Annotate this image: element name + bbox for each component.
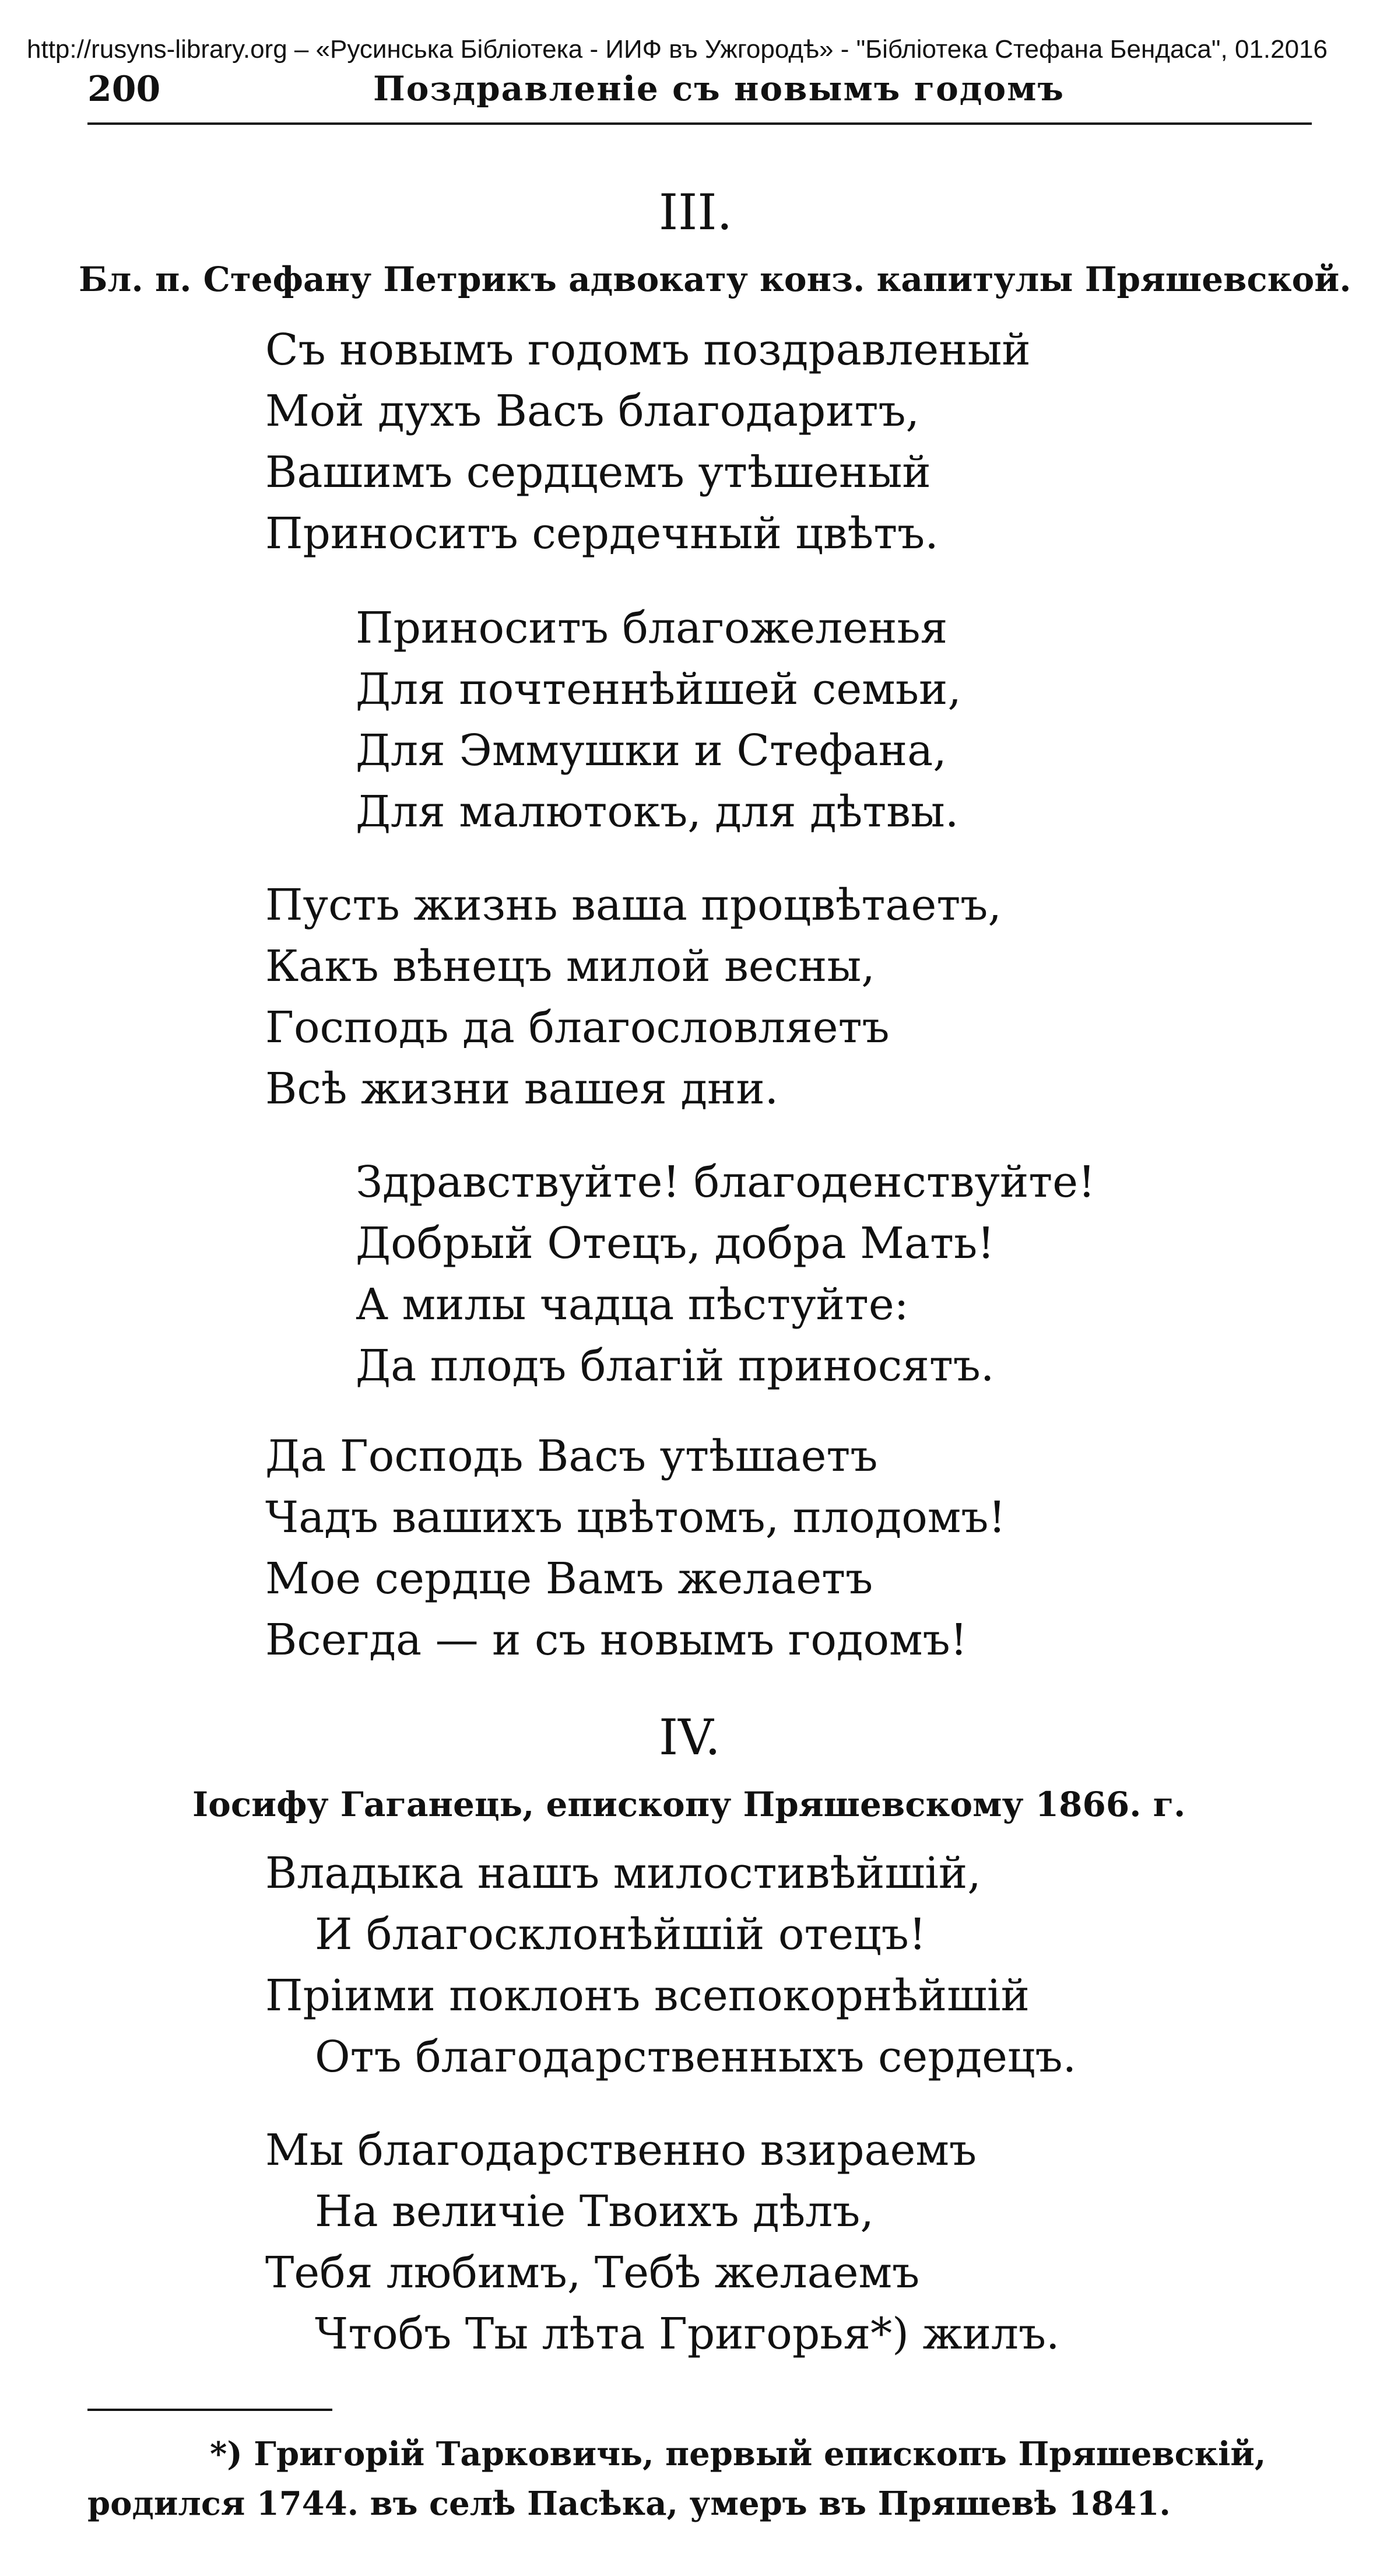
verse-line: А милы чадца пѣстуйте: xyxy=(356,1280,909,1330)
poem-3-stanza-5 xyxy=(265,1426,1006,1671)
verse-line: Тебя любимъ, Тебѣ желаемъ xyxy=(265,2248,920,2298)
poem-3-stanza-1 xyxy=(265,320,1031,565)
verse-line: Чтобъ Ты лѣта Григорья*) жилъ. xyxy=(315,2309,1060,2359)
verse-line: Приноситъ благожеленья xyxy=(356,603,948,653)
verse-line: Отъ благодарственныхъ сердецъ. xyxy=(315,2032,1077,2082)
header-rule xyxy=(87,122,1312,125)
poem-3-heading: III. xyxy=(659,184,733,241)
verse-line: Мой духъ Васъ благодаритъ, xyxy=(265,386,920,436)
verse-line: Мы благодарственно взираемъ xyxy=(265,2125,977,2175)
verse-line: Для почтеннѣйшей семьи, xyxy=(356,664,961,714)
running-head: Поздравленіе съ новымъ годомъ xyxy=(373,69,1065,108)
footnote-line-1: *) Григорій Тарковичь, первый епископъ Пряшевскій, xyxy=(210,2435,1266,2473)
verse-line: Для малютокъ, для дѣтвы. xyxy=(356,787,959,837)
poem-3-dedication: Бл. п. Стефану Петрикъ адвокату конз. капитулы Пряшевской. xyxy=(79,260,1351,299)
verse-line: Добрый Отецъ, добра Мать! xyxy=(356,1218,995,1268)
verse-line: Пусть жизнь ваша процвѣтаетъ, xyxy=(265,880,1002,930)
verse-line: Здравствуйте! благоденствуйте! xyxy=(356,1157,1095,1207)
verse-line: Какъ вѣнецъ милой весны, xyxy=(265,941,875,991)
poem-4-stanza-1 xyxy=(265,1843,1076,2088)
poem-4-dedication: Іосифу Гаганець, епископу Пряшевскому 1866. г. xyxy=(192,1785,1186,1824)
verse-line: На величіе Твоихъ дѣлъ, xyxy=(315,2186,874,2237)
verse-line: Съ новымъ годомъ поздравленый xyxy=(265,325,1031,375)
poem-3-stanza-2 xyxy=(356,598,961,843)
poem-3-stanza-3 xyxy=(265,875,1002,1120)
verse-line: Владыка нашъ милостивѣйшій, xyxy=(265,1848,981,1898)
footnote-rule xyxy=(87,2409,332,2411)
verse-line: Приноситъ сердечный цвѣтъ. xyxy=(265,509,939,559)
verse-line: Всегда — и съ новымъ годомъ! xyxy=(265,1615,968,1665)
page-number: 200 xyxy=(87,69,161,110)
poem-4-stanza-2 xyxy=(265,2120,1060,2365)
verse-line: Господь да благословляетъ xyxy=(265,1003,890,1053)
verse-line: Вашимъ сердцемъ утѣшеный xyxy=(265,447,931,497)
verse-line: Чадъ вашихъ цвѣтомъ, плодомъ! xyxy=(265,1492,1006,1543)
verse-line: И благосклонѣйшій отецъ! xyxy=(315,1909,926,1960)
verse-line: Пріими поклонъ всепокорнѣйшій xyxy=(265,1971,1030,2021)
poem-3-stanza-4 xyxy=(356,1152,1095,1397)
verse-line: Мое сердце Вамъ желаетъ xyxy=(265,1554,873,1604)
verse-line: Да плодъ благій приносятъ. xyxy=(356,1341,995,1391)
verse-line: Да Господь Васъ утѣшаетъ xyxy=(265,1431,878,1481)
footnote-line-2: родился 1744. въ селѣ Пасѣка, умеръ въ Пряшевѣ 1841. xyxy=(87,2484,1171,2523)
verse-line: Для Эммушки и Стефана, xyxy=(356,726,947,776)
source-url-line: http://rusyns-library.org – «Русинська Бібліотека - ИИФ въ Ужгородѣ» - "Бібліотека Стефана Бендаса", 01.2016 xyxy=(27,35,1328,64)
verse-line: Всѣ жизни вашея дни. xyxy=(265,1064,779,1114)
poem-4-heading: IV. xyxy=(659,1709,721,1766)
